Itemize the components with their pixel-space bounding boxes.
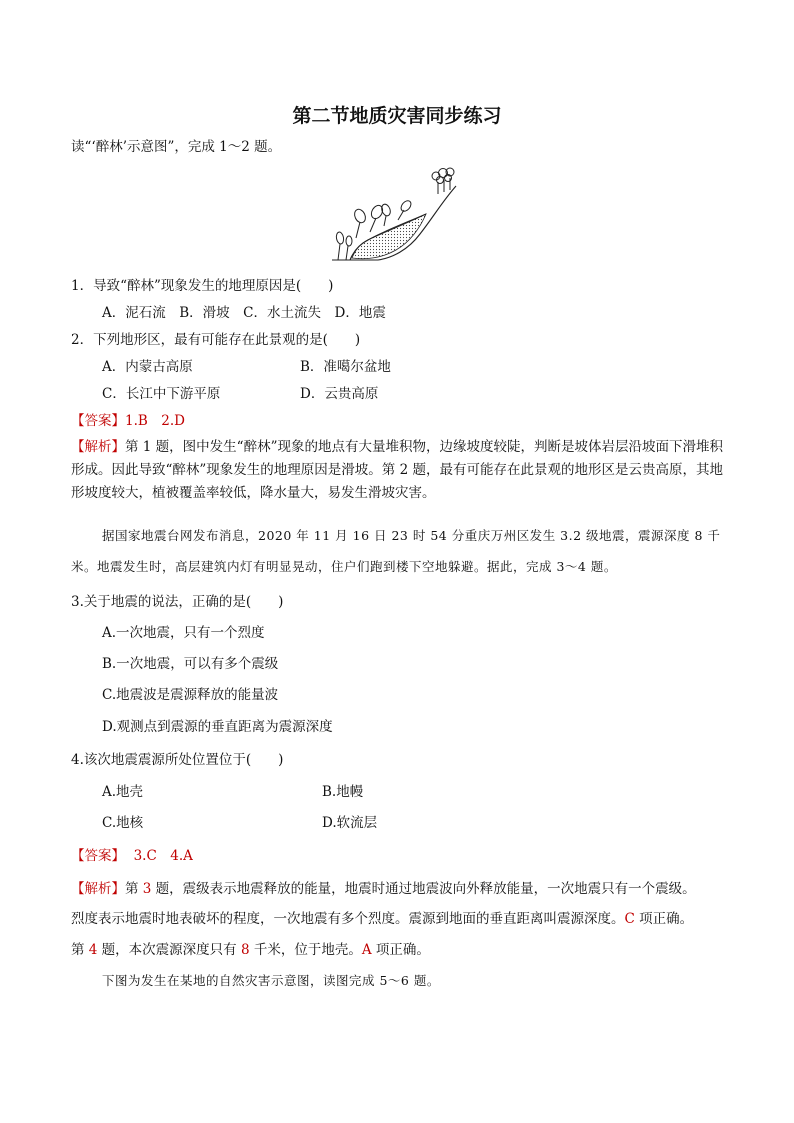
question-3-option-c: C.地震波是震源释放的能量波 [102, 687, 279, 703]
text-run: 烈度表示地震时地表破坏的程度，一次地震有多个烈度。震源到地面的垂直距离叫震源深度。 [71, 911, 625, 927]
answer-letter: A [361, 942, 372, 958]
text-run: 题，震级表示地震释放的能量，地震时通过地震波向外释放能量，一次地震只有一个震级。 [151, 881, 696, 897]
text-run: 千米，位于地壳。 [249, 942, 362, 958]
text-run: 第 [71, 942, 89, 958]
page-title: 第二节地质灾害同步练习 [292, 105, 502, 127]
question-4-stem: 4.该次地震震源所处位置位于( ) [71, 752, 284, 768]
question-3-stem: 3.关于地震的说法，正确的是( ) [71, 594, 284, 610]
text-run: 项正确。 [371, 942, 430, 958]
intro-1-2: 读“‘醉林’示意图”，完成 1～2 题。 [71, 139, 282, 155]
question-4-option-a: A.地壳 [102, 784, 144, 800]
question-4-option-b: B.地幔 [322, 784, 364, 800]
intro-3-4-line-2: 米。地震发生时，高层建筑内灯有明显晃动，住户们跑到楼下空地躲避。据此，完成 3～4 题。 [71, 559, 617, 574]
question-2-option-c: C．长江中下游平原 [102, 386, 221, 402]
question-2-option-a: A．内蒙古高原 [102, 359, 193, 375]
landslide-deposit [352, 214, 426, 259]
explanation-3-4-line-1 [71, 879, 696, 899]
text-run: 项正确。 [634, 911, 694, 927]
drunken-forest-diagram [330, 164, 460, 264]
answer-tag: 【答案】 [71, 848, 125, 864]
text-run: 第 [125, 881, 143, 897]
question-2-option-b: B．准噶尔盆地 [300, 359, 391, 375]
question-3-option-d: D.观测点到震源的垂直距离为震源深度 [102, 719, 333, 735]
question-3-option-a: A.一次地震，只有一个烈度 [102, 625, 265, 641]
text-run: 题，本次震源深度只有 [97, 942, 241, 958]
question-1-options: A．泥石流 B．滑坡 C．水土流失 D．地震 [102, 305, 386, 321]
question-number: 4 [88, 942, 98, 958]
question-2-stem: 2．下列地形区，最有可能存在此景观的是( ) [71, 332, 361, 348]
explanation-tag: 【解析】 [71, 881, 125, 897]
question-4-option-c: C.地核 [102, 815, 144, 831]
explanation-text: 第 1 题，图中发生“醉林”现象的地点有大量堆积物，边缘坡度较陡，判断是坡体岩层沿坡面下滑堆积形成。因此导致“醉林”现象发生的地理原因是滑坡。第 2 题，最有可能存在此景观的地形区是云贵高原，其地形坡度较大，植被覆盖率较低，降水量大，易发生滑坡灾害。 [71, 439, 723, 501]
answer-text: 3.C 4.A [133, 848, 193, 864]
answer-letter: C [624, 911, 635, 927]
depth-value: 8 [240, 942, 250, 958]
explanation-1-2 [71, 436, 727, 505]
explanation-3-4-line-2 [71, 909, 693, 929]
question-2-option-d: D．云贵高原 [300, 386, 379, 402]
question-1-stem: 1．导致“醉林”现象发生的地理原因是( ) [71, 278, 334, 294]
upright-trees [432, 168, 454, 194]
question-number: 3 [142, 881, 152, 897]
explanation-3-4-line-3 [71, 940, 430, 960]
question-3-option-b: B.一次地震，可以有多个震级 [102, 656, 279, 672]
answer-tag: 【答案】 [71, 413, 125, 429]
answer-1-2 [71, 411, 185, 431]
answer-3-4 [71, 846, 193, 866]
intro-5-6: 下图为发生在某地的自然灾害示意图，读图完成 5～6 题。 [102, 973, 440, 988]
intro-3-4-line-1: 据国家地震台网发布消息，2020 年 11 月 16 日 23 时 54 分重庆万州区发生 3.2 级地震，震源深度 8 千 [102, 528, 721, 543]
answer-text: 1.B 2.D [125, 413, 186, 429]
question-4-option-d: D.软流层 [322, 815, 378, 831]
explanation-tag: 【解析】 [71, 439, 125, 455]
